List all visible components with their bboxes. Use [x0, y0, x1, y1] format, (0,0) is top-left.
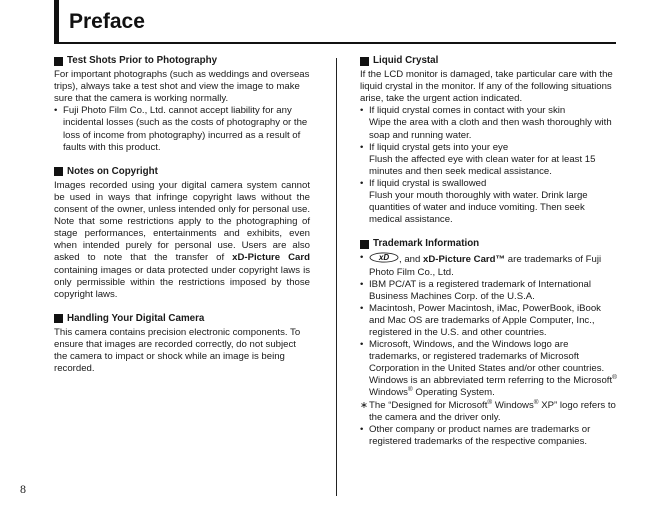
heading-text: Trademark Information	[373, 238, 480, 250]
right-column	[360, 55, 618, 460]
bullet-icon: •	[360, 105, 364, 117]
list-item-text: are trademarks of Fuji Photo Film Co., Ltd.	[369, 254, 602, 278]
list-item-text: XP” logo refers to the camera and the driver only.	[369, 399, 616, 423]
list-item-text: Flush the affected eye with clean water for at least 15 minutes and then seek medical assistance.	[369, 153, 596, 177]
bullet-list	[54, 105, 310, 153]
section-liquid-crystal	[360, 55, 618, 226]
list-item	[360, 339, 618, 399]
square-bullet-icon	[54, 167, 63, 176]
title-bar	[54, 0, 616, 44]
list-item-text: Microsoft, Windows, and the Windows logo are trademarks, or registered trademarks of Microsoft Corporation in the United States and/or other countries. Windows is an abbreviated term referring to the Microsoft	[369, 339, 613, 387]
bullet-icon: •	[360, 278, 364, 290]
list-item	[360, 279, 618, 303]
list-item	[360, 424, 618, 448]
section-heading	[54, 166, 310, 178]
section-heading	[54, 55, 310, 67]
paragraph-text: containing images or data protected under copyright laws is only permissible within the restrictions imposed by those copyright laws.	[54, 264, 310, 300]
list-item	[360, 303, 618, 339]
bullet-icon: •	[360, 423, 364, 435]
list-item-text: Macintosh, Power Macintosh, iMac, PowerBook, iBook and Mac OS are trademarks of Apple Computer, Inc., registered in the U.S. and other countries.	[369, 302, 601, 338]
bullet-icon: •	[54, 105, 58, 117]
list-item	[360, 142, 618, 178]
paragraph: This camera contains precision electronic components. To ensure that images are recorded correctly, do not subject the camera to impact or shock while an image is being recorded.	[54, 326, 301, 375]
square-bullet-icon	[360, 57, 369, 66]
list-item	[54, 105, 310, 153]
list-item-text: Windows	[369, 387, 408, 399]
list-item-text: Other company or product names are trademarks or registered trademarks of the respective companies.	[369, 423, 591, 447]
page-number: 8	[20, 482, 26, 496]
section-heading	[54, 313, 310, 325]
heading-text: Notes on Copyright	[67, 165, 158, 177]
list-item-text: IBM PC/AT is a registered trademark of International Business Machines Corp. of the U.S.A.	[369, 278, 591, 302]
list-item-text: Fuji Photo Film Co., Ltd. cannot accept liability for any incidental losses (such as the costs of photography or the loss of income from photography) incurred as a result of faults with this product.	[63, 105, 308, 153]
bullet-icon: •	[360, 141, 364, 153]
registered-mark: ®	[487, 398, 493, 406]
paragraph-text: Images recorded using your digital camera system cannot be used in ways that infringe copyright laws without the consent of the owner, unless intended only for personal use. Note that some restrictions apply to the photographing of stage performances, entertainments and exhibits, even when intended purely for personal use. Users are also asked to note that the transfer of	[54, 179, 310, 264]
heading-text: Handling Your Digital Camera	[67, 312, 205, 324]
section-trademark	[360, 238, 618, 448]
section-heading	[360, 55, 618, 67]
list-item	[360, 178, 618, 226]
bullet-icon: •	[360, 339, 364, 351]
heading-text: Test Shots Prior to Photography	[67, 55, 218, 66]
bullet-icon: •	[360, 252, 364, 264]
xd-picture-card-text: xD-Picture Card	[232, 252, 310, 264]
section-heading	[360, 238, 618, 250]
page-title: Preface	[69, 10, 145, 33]
list-item-text: The “Designed for Microsoft	[369, 399, 488, 411]
bullet-icon: •	[360, 177, 364, 189]
left-column	[54, 55, 310, 387]
heading-text: Liquid Crystal	[373, 55, 439, 66]
list-item-title: If liquid crystal gets into your eye	[369, 141, 509, 153]
xd-logo-text: xD	[378, 253, 390, 263]
list-item-text: Flush your mouth thoroughly with water. Drink large quantities of water and induce vomiting. Then seek medical assistance.	[369, 190, 588, 226]
list-item	[360, 105, 618, 141]
list-item	[360, 400, 618, 424]
xd-logo-icon	[369, 252, 399, 263]
xd-picture-card-text: xD-Picture Card™	[423, 254, 506, 266]
list-item-title: If liquid crystal is swallowed	[369, 177, 487, 189]
paragraph: For important photographs (such as weddings and overseas trips), always take a test shot and view the image to make sure that the camera is working normally.	[54, 69, 310, 105]
registered-mark: ®	[612, 374, 617, 382]
registered-mark: ®	[407, 386, 413, 394]
square-bullet-icon	[360, 240, 369, 249]
bullet-list	[360, 105, 618, 226]
section-handling	[54, 313, 310, 375]
list-item-text: Windows	[492, 399, 534, 411]
paragraph: If the LCD monitor is damaged, take particular care with the liquid crystal in the monitor. If any of the following situations arise, take the urgent action indicated.	[360, 69, 613, 105]
square-bullet-icon	[54, 314, 63, 323]
section-copyright	[54, 166, 310, 301]
list-item-text: Operating System.	[412, 387, 495, 399]
column-divider	[336, 58, 337, 496]
bullet-list	[360, 252, 618, 448]
list-item-text: Wipe the area with a cloth and then wash thoroughly with soap and running water.	[369, 117, 612, 141]
list-item	[360, 252, 618, 278]
square-bullet-icon	[54, 57, 63, 66]
list-item-title: If liquid crystal comes in contact with your skin	[369, 105, 566, 117]
section-test-shots	[54, 55, 310, 154]
registered-mark: ®	[533, 398, 539, 406]
bullet-icon: •	[360, 302, 364, 314]
asterisk-icon: ∗	[360, 399, 369, 411]
list-item-text: , and	[399, 254, 424, 266]
paragraph	[54, 180, 310, 301]
